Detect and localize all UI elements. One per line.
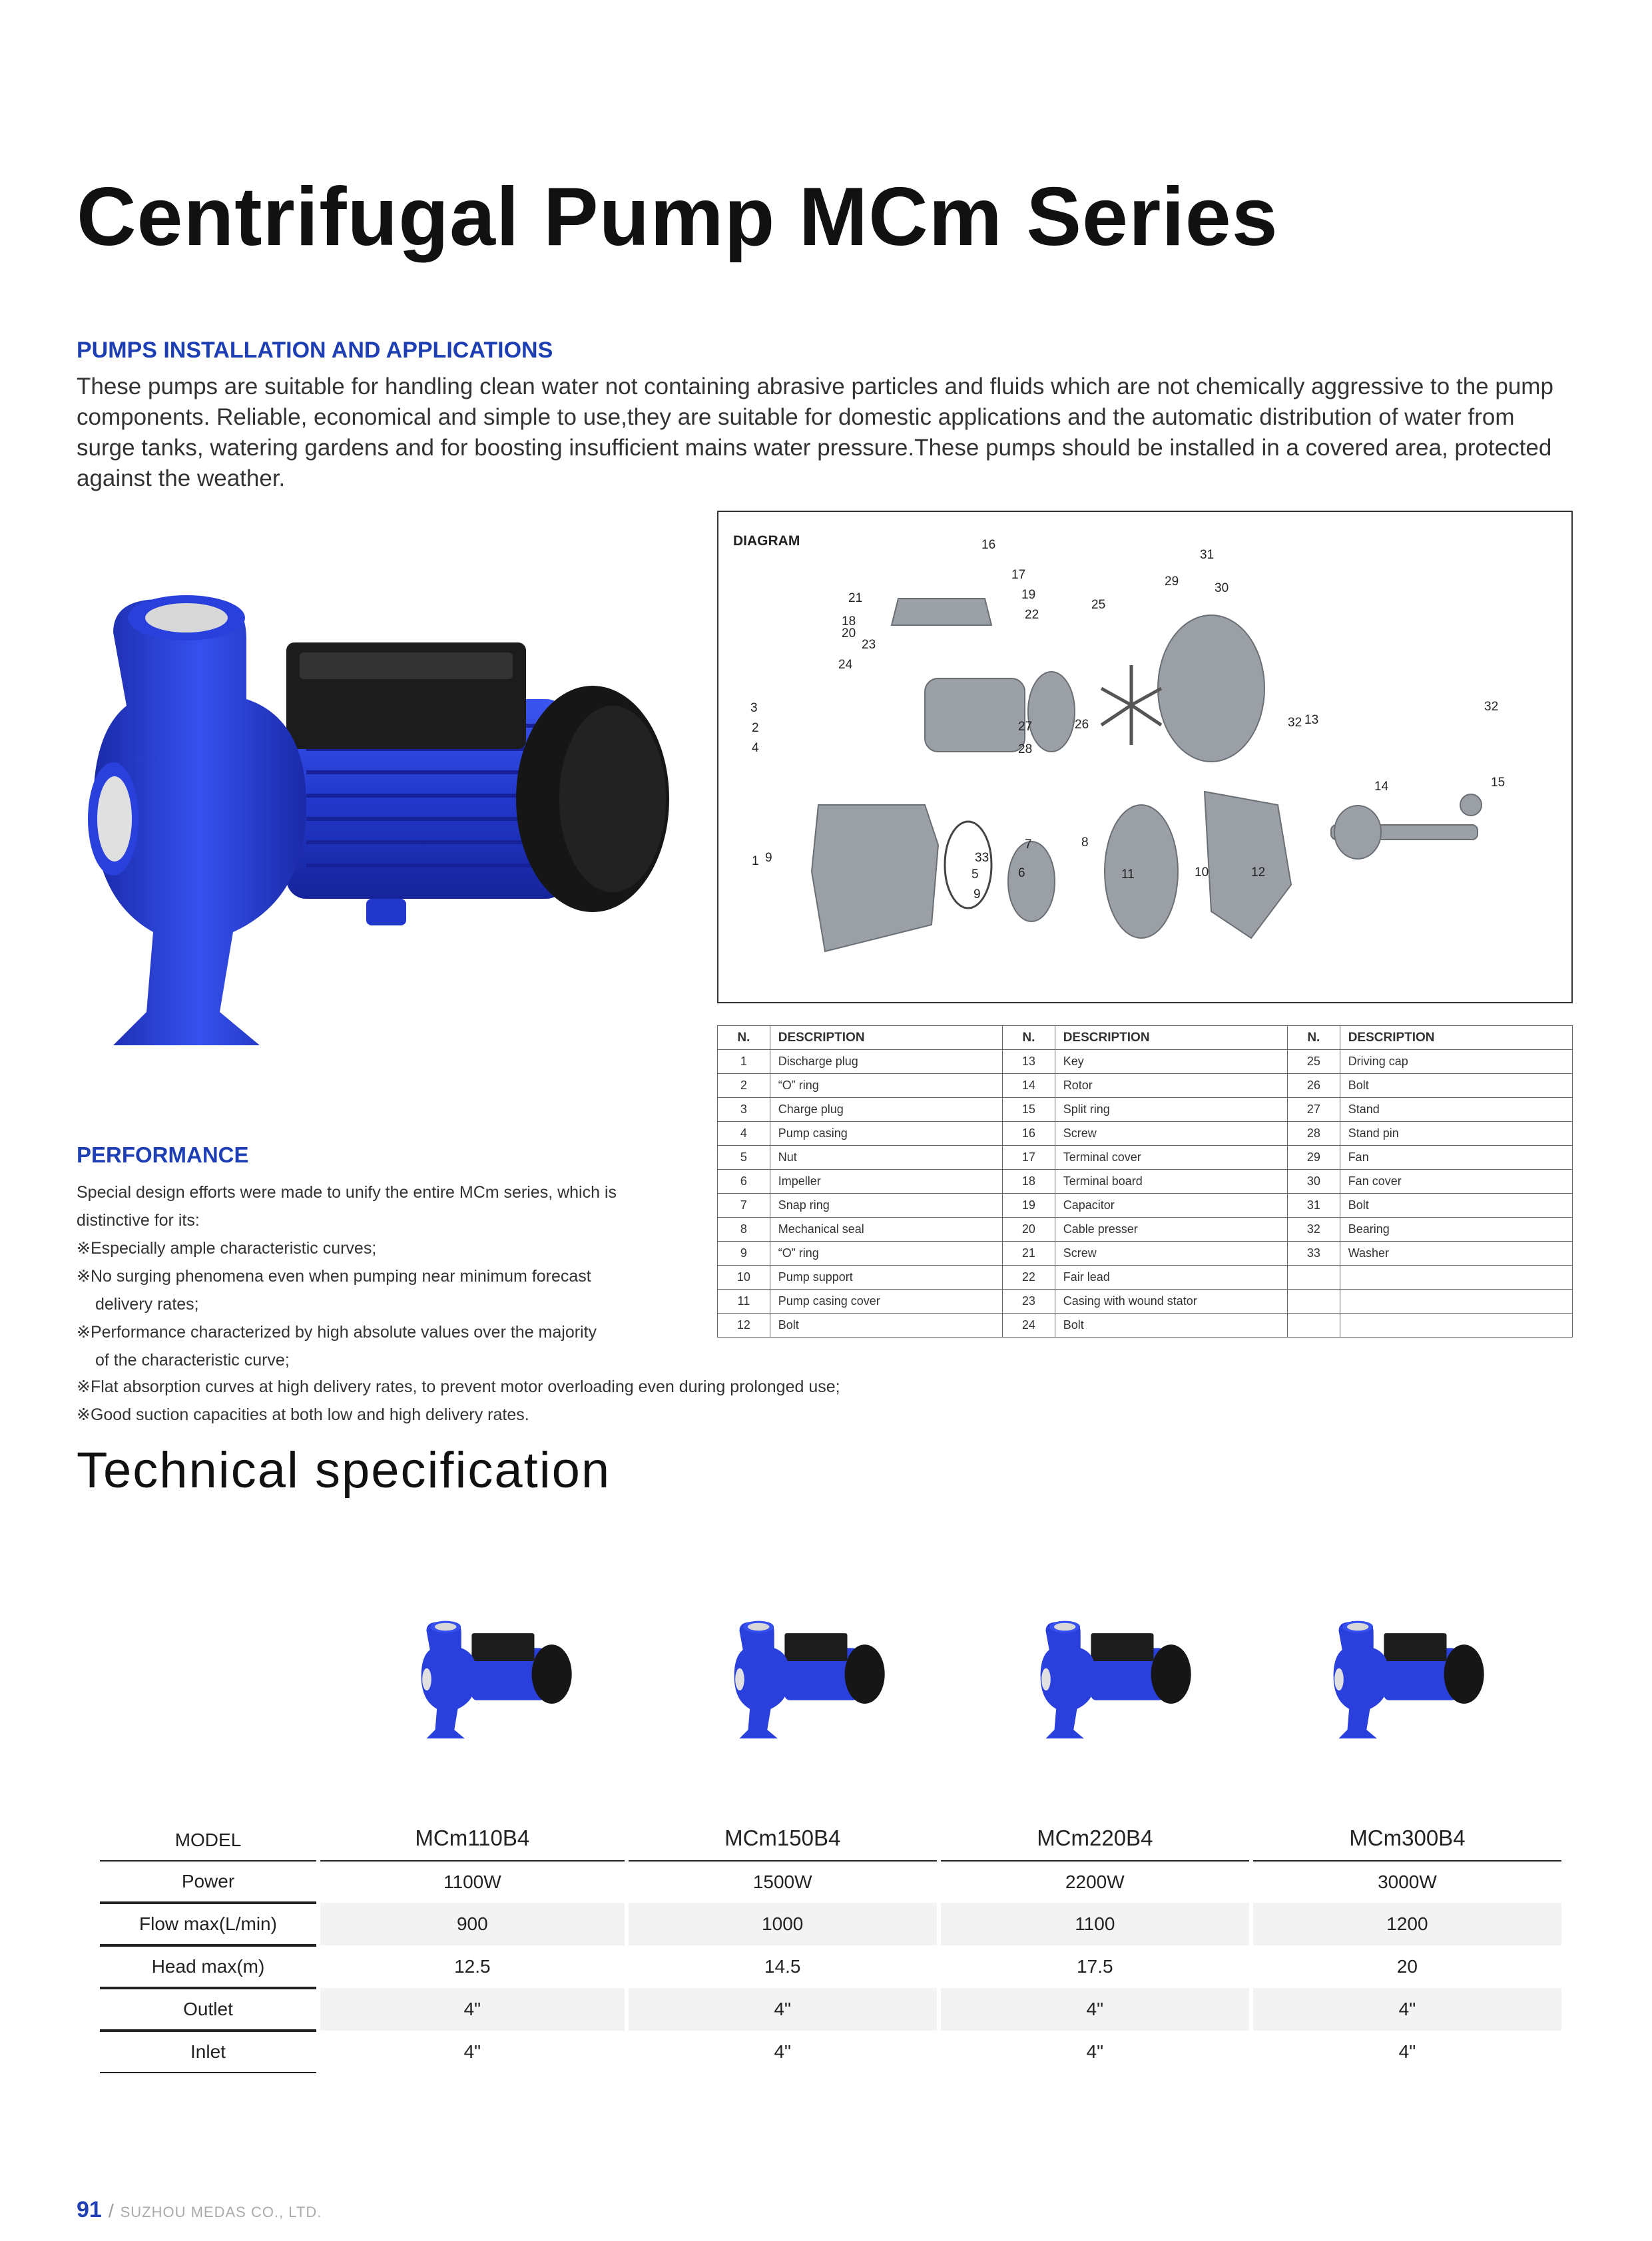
parts-table-row [718,1242,1573,1266]
diagram-callout: 24 [838,658,853,672]
part-number: 12 [718,1314,770,1338]
parts-table-row [718,1170,1573,1194]
part-number [1287,1266,1340,1290]
spec-value: 1200 [1253,1903,1561,1945]
part-description: Charge plug [770,1098,1002,1122]
diagram-callout: 6 [1018,866,1025,880]
part-number: 29 [1287,1146,1340,1170]
spec-value: 4" [1253,1988,1561,2031]
part-description [1340,1314,1572,1338]
fan-part [1101,665,1161,745]
spec-label: Power [100,1860,316,1903]
model-name: MCm300B4 [1349,1826,1466,1850]
col-header: DESCRIPTION [770,1026,1002,1050]
model-label: MODEL [174,1830,242,1850]
part-description: Bolt [1340,1074,1572,1098]
part-description: “O” ring [770,1242,1002,1266]
part-number: 30 [1287,1170,1340,1194]
part-number: 9 [718,1242,770,1266]
part-number: 5 [718,1146,770,1170]
part-number: 2 [718,1074,770,1098]
spec-table [100,1798,1561,2073]
parts-table-row [718,1122,1573,1146]
part-number: 16 [1002,1122,1055,1146]
diagram-callout: 21 [848,591,863,605]
parts-table-row [718,1050,1573,1074]
col-header: DESCRIPTION [1340,1026,1572,1050]
part-number: 17 [1002,1146,1055,1170]
part-description: Discharge plug [770,1050,1002,1074]
diagram-callout: 5 [971,868,979,881]
part-description: Screw [1055,1122,1287,1146]
parts-table-row [718,1146,1573,1170]
part-description: Rotor [1055,1074,1287,1098]
pump-support-part [1205,792,1291,938]
part-description: Pump casing [770,1122,1002,1146]
impeller-part [1008,842,1055,921]
part-number: 26 [1287,1074,1340,1098]
footer-separator: / [108,2200,114,2221]
spec-value: 4" [1086,2041,1104,2062]
spec-value: 20 [1396,1956,1418,1977]
diagram-callout: 9 [973,887,981,901]
diagram-callout: 1 [752,854,759,868]
spec-value: 1000 [629,1903,937,1945]
col-header: N. [718,1026,770,1050]
model-name: MCm150B4 [724,1826,841,1850]
diagram-callout: 31 [1200,548,1215,562]
exploded-diagram [717,511,1573,1003]
pump-thumbnail [419,1618,573,1744]
diagram-callout: 26 [1075,718,1089,732]
diagram-callout: 17 [1011,568,1026,582]
diagram-callout: 23 [862,638,876,652]
part-description: Driving cap [1340,1050,1572,1074]
diagram-callout: 4 [752,741,759,755]
performance-line: ※Performance characterized by high absolute values over the majority [77,1323,597,1342]
casing-cover-part [1105,805,1178,938]
part-number: 11 [718,1290,770,1314]
part-number: 7 [718,1194,770,1218]
parts-table-row [718,1290,1573,1314]
diagram-callout: 22 [1025,608,1039,622]
col-header: DESCRIPTION [1055,1026,1287,1050]
performance-line: distinctive for its: [77,1211,200,1230]
part-description: Casing with wound stator [1055,1290,1287,1314]
spec-value: 4" [1398,2041,1416,2062]
performance-long-text [77,1373,840,1429]
part-description: Terminal board [1055,1170,1287,1194]
part-description: Pump support [770,1266,1002,1290]
spec-value: 4" [629,1988,937,2031]
part-number: 25 [1287,1050,1340,1074]
diagram-callout: 33 [975,851,989,865]
performance-line: ※Especially ample characteristic curves; [77,1239,377,1258]
performance-line: ※No surging phenomena even when pumping near minimum forecast [77,1267,591,1286]
tech-spec-title: Technical specification [77,1442,611,1499]
part-description: Split ring [1055,1098,1287,1122]
part-number: 8 [718,1218,770,1242]
part-description: Snap ring [770,1194,1002,1218]
part-description: Fan cover [1340,1170,1572,1194]
installation-heading: PUMPS INSTALLATION AND APPLICATIONS [77,338,553,363]
diagram-callout: 11 [1121,868,1135,881]
part-description: Bolt [770,1314,1002,1338]
part-number: 32 [1287,1218,1340,1242]
model-name: MCm220B4 [1037,1826,1153,1850]
spec-value: 4" [941,1988,1249,2031]
part-description: Bolt [1340,1194,1572,1218]
performance-line: delivery rates; [95,1295,199,1314]
parts-table-row [718,1098,1573,1122]
parts-table-row [718,1314,1573,1338]
parts-table-row [718,1266,1573,1290]
diagram-callout: 27 [1018,720,1033,734]
part-description: Screw [1055,1242,1287,1266]
part-number: 22 [1002,1266,1055,1290]
part-number: 19 [1002,1194,1055,1218]
spec-value: 12.5 [454,1956,491,1977]
diagram-callout: 9 [765,851,772,865]
footer [77,2197,322,2223]
diagram-label: DIAGRAM [733,533,800,549]
spec-value: 2200W [941,1860,1249,1903]
part-number: 31 [1287,1194,1340,1218]
diagram-callout: 12 [1251,866,1266,879]
part-description: Fair lead [1055,1266,1287,1290]
exploded-view-drawing [718,512,1571,1002]
installation-text: These pumps are suitable for handling clean water not containing abrasive particles and fluids which are not chemically aggressive to the pump components. Reliable, economical and simple to use,they are suitable for domestic applications and the automatic distribution of water from surge tanks, watering gardens and for boosting insufficient mains water pressure.These pumps should be installed in a covered area, protected against the weather. [77,374,1553,491]
parts-table-header [718,1026,1573,1050]
spec-value: 900 [320,1903,625,1945]
spec-row [100,1945,1561,1988]
spec-row [100,1903,1561,1945]
diagram-callout: 10 [1195,866,1209,879]
spec-value: 4" [463,2041,481,2062]
diagram-callout: 32 [1484,700,1499,714]
part-number: 1 [718,1050,770,1074]
spec-row [100,1860,1561,1903]
part-description [1340,1290,1572,1314]
spec-value: 1100 [941,1903,1249,1945]
stator-part [925,678,1025,752]
spec-value: 17.5 [1077,1956,1113,1977]
parts-table [717,1025,1573,1338]
part-description: Capacitor [1055,1194,1287,1218]
spec-value: 3000W [1253,1860,1561,1903]
performance-line: ※Flat absorption curves at high delivery rates, to prevent motor overloading even during prolonged use; [77,1377,840,1396]
page-number: 91 [77,2197,102,2222]
diagram-callout: 15 [1491,776,1506,790]
diagram-callout: 16 [981,538,996,552]
diagram-callout: 25 [1091,598,1106,612]
parts-table-row [718,1074,1573,1098]
performance-line: ※Good suction capacities at both low and high delivery rates. [77,1405,529,1424]
part-description: Terminal cover [1055,1146,1287,1170]
part-description: Impeller [770,1170,1002,1194]
spec-label: Flow max(L/min) [100,1903,316,1945]
part-description: Bearing [1340,1218,1572,1242]
part-description: Washer [1340,1242,1572,1266]
spec-label: Outlet [100,1988,316,2031]
spec-value: 1500W [629,1860,937,1903]
driving-cap-part [1028,672,1075,752]
part-number: 10 [718,1266,770,1290]
pump-thumbnail [1332,1618,1485,1744]
pump-casing-part [812,805,938,951]
part-number: 13 [1002,1050,1055,1074]
spec-value: 14.5 [764,1956,801,1977]
diagram-callout: 13 [1304,713,1319,727]
parts-table-row [718,1194,1573,1218]
company-name: SUZHOU MEDAS CO., LTD. [120,2204,322,2220]
spec-value: 4" [774,2041,791,2062]
part-number: 18 [1002,1170,1055,1194]
diagram-callout: 20 [842,626,856,640]
part-description: “O” ring [770,1074,1002,1098]
part-description: Nut [770,1146,1002,1170]
part-description: Mechanical seal [770,1218,1002,1242]
part-number: 27 [1287,1098,1340,1122]
performance-line: of the characteristic curve; [95,1351,290,1370]
part-description: Pump casing cover [770,1290,1002,1314]
spec-row [100,2031,1561,2073]
part-description [1340,1266,1572,1290]
performance-heading: PERFORMANCE [77,1142,249,1167]
part-number: 20 [1002,1218,1055,1242]
centrifugal-pump-image [87,586,673,1065]
performance-line: Special design efforts were made to unify the entire MCm series, which is [77,1183,617,1202]
diagram-callout: 18 [842,615,856,628]
col-header: N. [1287,1026,1340,1050]
part-description: Cable presser [1055,1218,1287,1242]
part-description: Bolt [1055,1314,1287,1338]
part-description: Key [1055,1050,1287,1074]
part-number: 33 [1287,1242,1340,1266]
pump-thumbnail [1039,1618,1192,1744]
spec-row [100,1988,1561,2031]
part-number: 15 [1002,1098,1055,1122]
spec-value: 4" [320,1988,625,2031]
model-row [100,1798,1561,1860]
diagram-callout: 2 [752,721,759,735]
diagram-callout: 30 [1215,581,1229,595]
diagram-callout: 29 [1165,575,1179,589]
diagram-callout: 7 [1025,838,1032,852]
diagram-callout: 19 [1021,588,1036,602]
part-number: 3 [718,1098,770,1122]
part-number: 23 [1002,1290,1055,1314]
spec-label: Inlet [100,2031,316,2073]
terminal-cover-part [892,599,991,625]
col-header: N. [1002,1026,1055,1050]
page-title: Centrifugal Pump MCm Series [77,171,1278,263]
diagram-callout: 3 [750,701,758,715]
parts-table-row [718,1218,1573,1242]
part-number: 28 [1287,1122,1340,1146]
part-number: 21 [1002,1242,1055,1266]
part-number: 14 [1002,1074,1055,1098]
part-description: Stand [1340,1098,1572,1122]
part-description: Stand pin [1340,1122,1572,1146]
spec-label: Head max(m) [100,1945,316,1988]
diagram-callout: 32 [1288,716,1302,730]
part-number: 4 [718,1122,770,1146]
performance-text [77,1178,742,1374]
part-number [1287,1314,1340,1338]
model-name: MCm110B4 [415,1826,530,1850]
part-number: 24 [1002,1314,1055,1338]
part-description: Fan [1340,1146,1572,1170]
diagram-callout: 8 [1081,836,1089,850]
pump-thumbnail [732,1618,886,1744]
fan-cover-part [1158,615,1264,762]
spec-value: 1100W [320,1860,625,1903]
part-number [1287,1290,1340,1314]
part-number: 6 [718,1170,770,1194]
diagram-callout: 14 [1374,780,1389,794]
diagram-callout: 28 [1018,742,1033,756]
